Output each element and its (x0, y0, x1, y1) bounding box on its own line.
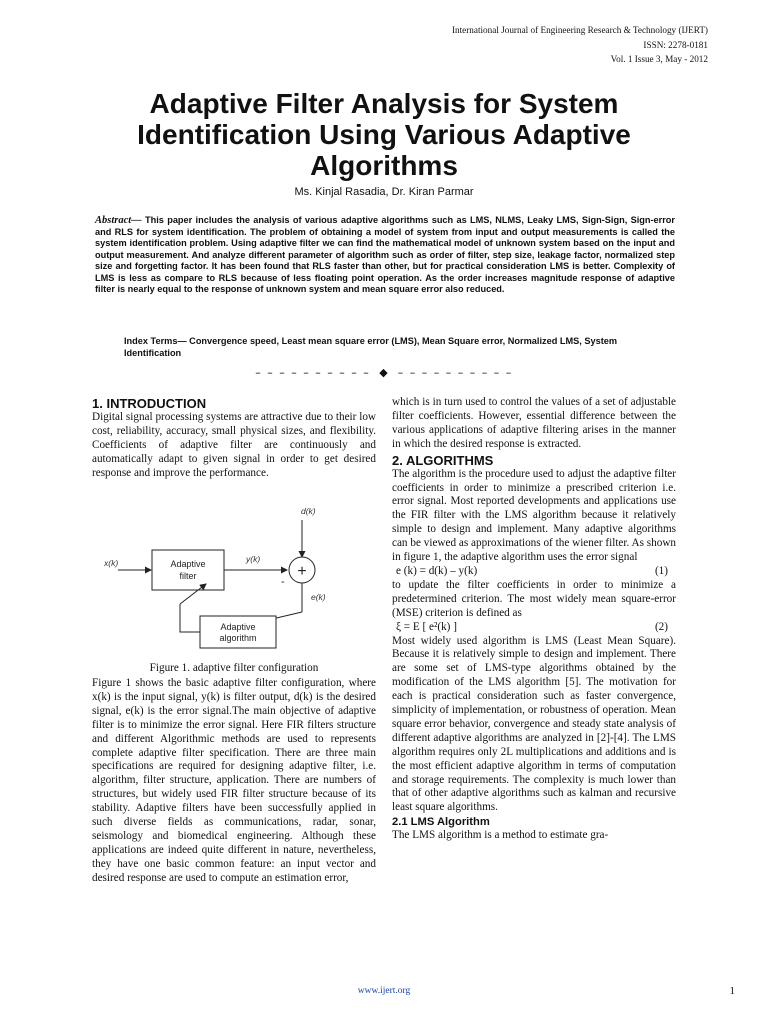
adaptive-filter-label-1: Adaptive (170, 559, 206, 569)
adaptive-algorithm-box (200, 616, 276, 648)
equation-1-number: (1) (654, 564, 668, 577)
footer-url-link[interactable]: www.ijert.org (357, 986, 411, 996)
index-terms: Index Terms— Convergence speed, Least mean square error (LMS), Mean Square error, Normalized LMS, System Identification (124, 336, 618, 358)
adaptive-filter-box (152, 550, 224, 590)
equation-2 (392, 621, 676, 635)
intro-paragraph-2: Figure 1 shows the basic adaptive filter configuration, where x(k) is the input signal, y(k) is filter output, d(k) is the desired signal, e(k) is the error signal.The main objective of adaptive filter is to minimize the error signal. Here FIR filters structure and different Algorithmic methods are used to represents complete adaptive filter specification. There are three main specifications are required for designing adaptive filter, i.e. algorithm, filter structure, application. There are numbers of structures, but widely used FIR filter structure because of its stability. Adaptive filters have been successfully applied in such diverse fields as communications, radar, sonar, seismology and biomedical engineering. Although these applications are indeed quite different in nature, nevertheless, they have one basic common feature: an input vector and desired response are used to compute an estimation error, (92, 677, 376, 884)
divider-left: – – – – – – – – – – (255, 366, 371, 379)
abstract-text: This paper includes the analysis of various adaptive algorithms such as LMS, NLMS, Leaky LMS, Sign-Sign, Sign-error and RLS for system identification. The problem of obtaining a model of system from input and output measurements is called the system identification problem. Using adaptive filter we can find the mathematical model of unknown system based on the input and output measurement. And analyze different parameter of algorithm such as order of filter, step size, leakage factor, normalized step size and forgetting factor. It has been found that RLS faster than other, but for practical consideration LMS is better. Complexity of LMS is less as compare to RLS because of less floating point operation. As the order increases magnitude response of adaptive filter is nearly equal to the response of unknown system and mean square error also reduced. (95, 215, 675, 294)
label-y: y(k) (246, 554, 261, 564)
paper-authors: Ms. Kinjal Rasadia, Dr. Kiran Parmar (294, 186, 474, 198)
section-divider (0, 366, 768, 379)
minus-sign: - (281, 576, 285, 588)
feedback-line (180, 604, 200, 632)
intro-continued (92, 677, 376, 886)
label-d: d(k) (301, 506, 316, 516)
figure-caption: Figure 1. adaptive filter configuration (149, 662, 319, 674)
lms-heading: 2.1 LMS Algorithm (392, 816, 490, 829)
intro-paragraph-1: Digital signal processing systems are attractive due to their low cost, reliability, accuracy, small physical sizes, and flexibility. Coefficients of adaptive filter are continuously and automatically adapt to given signal in order to get desired response and improve the performance. (92, 411, 376, 479)
equation-2-body: ξ = E [ e²(k) ] (396, 620, 457, 633)
divider-right: – – – – – – – – – – (397, 366, 513, 379)
journal-header (452, 23, 708, 67)
journal-volume: Vol. 1 Issue 3, May - 2012 (610, 54, 708, 64)
adaptive-filter-diagram (96, 500, 372, 655)
label-x: x(k) (104, 558, 119, 568)
equation-1 (392, 565, 676, 579)
journal-name: International Journal of Engineering Research & Technology (IJERT) (451, 25, 708, 35)
page-number: 1 (729, 985, 735, 997)
intro-section (92, 396, 376, 481)
intro-heading: 1. INTRODUCTION (92, 396, 207, 411)
diamond-icon: ◆ (379, 366, 389, 379)
abstract (95, 215, 675, 296)
intro-paragraph-continued: which is in turn used to control the values of a set of adjustable filter coefficients. However, essential difference between the various applications of adaptive filtering arises in the manner in which the desired response is extracted. (392, 396, 676, 450)
adaptive-algorithm-label-2: algorithm (219, 633, 257, 643)
algorithms-paragraph-1: The algorithm is the procedure used to adjust the adaptive filter coefficients in order to minimize a prescribed criterion i.e. error signal. Most reported developments and applications use the FIR filter with the LMS algorithm because it relatively simple to design and implement. Many adaptive algorithms can be viewed as approximations of the wiener filter. As shown in figure 1, the adaptive algorithm uses the error signal (392, 467, 676, 564)
lms-paragraph: The LMS algorithm is a method to estimate gra- (392, 829, 609, 842)
algorithms-paragraph-3: Most widely used algorithm is LMS (Least Mean Square). Because it is relatively simple to design and implement. There are some set of LMS-type algorithms obtained by the modification of the LMS algorithm [5]. The motivation for each is practical consideration such as faster convergence, simplicity of implementation, or robustness of operation. Mean square error behavior, convergence and steady state analysis of different adaptive algorithms are analyzed in [2]-[4]. The LMS algorithm requires only 2L multiplications and additions and is the most efficient adaptive algorithm in terms of computation and storage requirements. The complexity is much lower than that of other adaptive algorithms such as kalman and recursive least square algorithms. (392, 634, 676, 814)
sum-symbol: + (297, 563, 307, 580)
adaptive-filter-label-2: filter (179, 571, 197, 581)
label-e: e(k) (311, 592, 326, 602)
abstract-label: Abstract— (95, 215, 142, 226)
equation-2-number: (2) (654, 620, 668, 633)
algorithms-heading: 2. ALGORITHMS (392, 452, 494, 468)
equation-1-body: e (k) = d(k) – y(k) (396, 564, 478, 577)
paper-title: Adaptive Filter Analysis for System Identification Using Various Adaptive Algorithms (137, 88, 631, 181)
algorithms-paragraph-2: to update the filter coefficients in order to minimize a predetermined criterion. The most widely mean square-error (MSE) criterion is defined as (392, 578, 676, 619)
adaptive-algorithm-label-1: Adaptive (220, 622, 256, 632)
journal-issn: ISSN: 2278-0181 (643, 39, 708, 50)
algorithms-column (392, 396, 676, 843)
